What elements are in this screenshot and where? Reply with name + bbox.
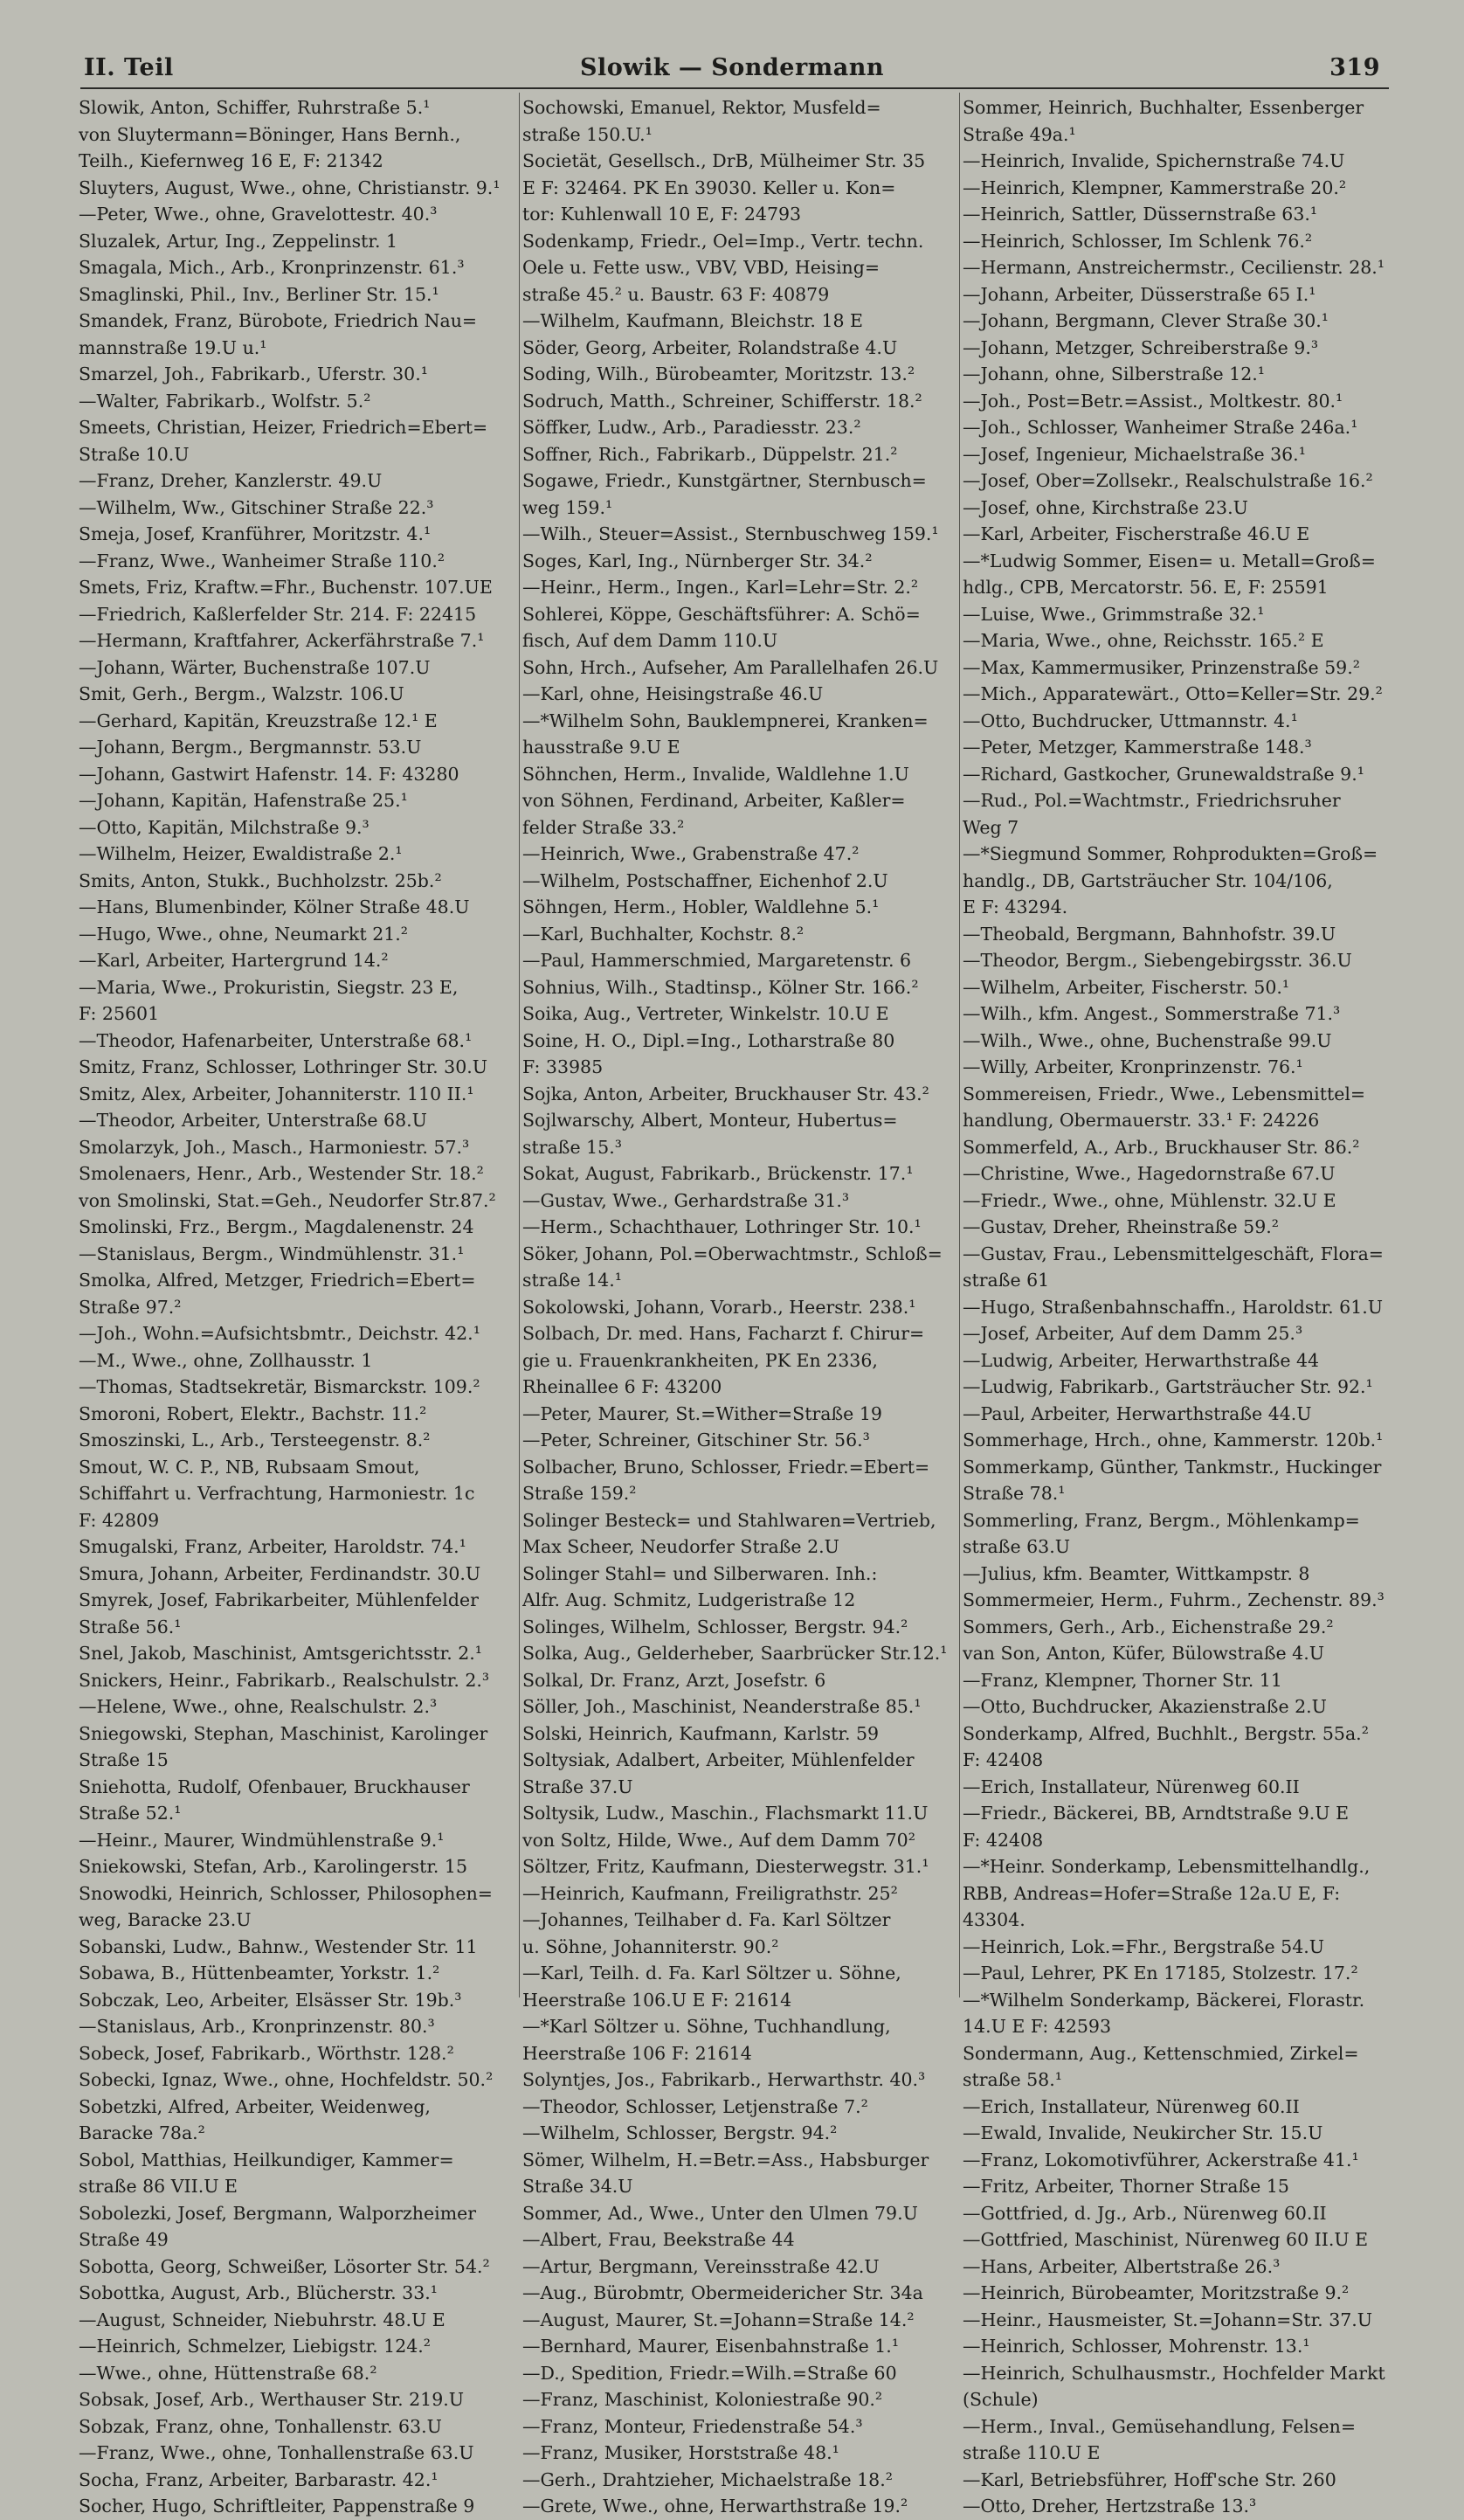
directory-entry-line: —Willy, Arbeiter, Kronprinzenstr. 76.¹ xyxy=(963,1056,1303,1077)
directory-entry-line: Weg 7 xyxy=(963,816,1019,838)
directory-entry-line: Sobczak, Leo, Arbeiter, Elsässer Str. 19b.³ xyxy=(79,1989,462,2011)
column-2 xyxy=(522,94,959,2520)
directory-entry-line: —Johann, Metzger, Schreiberstraße 9.³ xyxy=(963,336,1319,358)
directory-entry-line: —Gustav, Dreher, Rheinstraße 59.² xyxy=(963,1216,1279,1237)
directory-entry-line: Sömer, Wilhelm, H.=Betr.=Ass., Habsburger xyxy=(522,2149,929,2170)
directory-entry-line: —Franz, Wwe., ohne, Tonhallenstraße 63.U xyxy=(79,2442,474,2463)
directory-entry-line: Sommer, Heinrich, Buchhalter, Essenberger xyxy=(963,97,1364,118)
directory-entry-line: Soine, H. O., Dipl.=Ing., Lotharstraße 80 xyxy=(522,1029,895,1051)
directory-entry-line: —Otto, Dreher, Hertzstraße 13.³ xyxy=(963,2496,1257,2517)
directory-entry-line: —Aug., Bürobmtr, Obermeidericher Str. 34a xyxy=(522,2282,923,2303)
directory-entry-line: —Wilh., Wwe., ohne, Buchenstraße 99.U xyxy=(963,1029,1332,1051)
directory-entry-line: —Johann, Wärter, Buchenstraße 107.U xyxy=(79,656,431,678)
directory-entry-line: —Josef, ohne, Kirchstraße 23.U xyxy=(963,496,1248,518)
directory-entry-line: —Franz, Monteur, Friedenstraße 54.³ xyxy=(522,2415,863,2437)
directory-entry-line: —Otto, Kapitän, Milchstraße 9.³ xyxy=(79,816,369,838)
directory-entry-line: —Franz, Lokomotivführer, Ackerstraße 41.¹ xyxy=(963,2149,1359,2170)
header-rule xyxy=(80,87,1389,89)
directory-entry-line: Sobanski, Ludw., Bahnw., Westender Str. 11 xyxy=(79,1935,478,1957)
directory-entry-line: Sommermeier, Herm., Fuhrm., Zechenstr. 89.³ xyxy=(963,1589,1385,1610)
directory-entry-line: Straße 78.¹ xyxy=(963,1483,1066,1504)
directory-entry-line: fisch, Auf dem Damm 110.U xyxy=(522,630,778,651)
directory-entry-line: Sogawe, Friedr., Kunstgärtner, Sternbusch= xyxy=(522,470,927,491)
column-3 xyxy=(963,94,1399,2520)
directory-entry-line: Sniekowski, Stefan, Arb., Karolingerstr. 15 xyxy=(79,1856,467,1877)
directory-entry-line: straße 58.¹ xyxy=(963,2069,1062,2090)
directory-entry-line: —D., Spedition, Friedr.=Wilh.=Straße 60 xyxy=(522,2362,897,2384)
directory-entry-line: straße 14.¹ xyxy=(522,1270,622,1291)
directory-entry-line: Sobolezki, Josef, Bergmann, Walporzheimer xyxy=(79,2202,477,2224)
directory-entry-line: F: 25601 xyxy=(79,1003,160,1024)
directory-entry-line: —Maria, Wwe., ohne, Reichsstr. 165.² E xyxy=(963,630,1324,651)
directory-entry-line: —Karl, Arbeiter, Fischerstraße 46.U E xyxy=(963,523,1310,544)
directory-entry-line: —Theobald, Bergmann, Bahnhofstr. 39.U xyxy=(963,923,1336,945)
directory-entry-line: Straße 34.U xyxy=(522,2176,633,2197)
directory-entry-line: gie u. Frauenkrankheiten, PK En 2336, xyxy=(522,1349,878,1371)
directory-entry-line: —Franz, Maschinist, Koloniestraße 90.² xyxy=(522,2389,883,2410)
directory-entry-line: —Gottfried, Maschinist, Nürenweg 60 II.U E xyxy=(963,2229,1369,2250)
directory-entry-line: straße 61 xyxy=(963,1270,1050,1291)
directory-entry-line: —Gustav, Frau., Lebensmittelgeschäft, Flora= xyxy=(963,1243,1384,1264)
directory-entry-line: —Bernhard, Maurer, Eisenbahnstraße 1.¹ xyxy=(522,2336,900,2357)
directory-entry-line: —Karl, ohne, Heisingstraße 46.U xyxy=(522,683,824,704)
directory-entry-line: Straße 97.² xyxy=(79,1296,182,1318)
directory-entry-line: —Erich, Installateur, Nürenweg 60.II xyxy=(963,2095,1300,2117)
directory-entry-line: Solbacher, Bruno, Schlosser, Friedr.=Ebert= xyxy=(522,1456,930,1478)
directory-entry-line: —Hermann, Kraftfahrer, Ackerfährstraße 7.¹ xyxy=(79,630,485,651)
directory-entry-line: —Mich., Apparatewärt., Otto=Keller=Str. 29.² xyxy=(963,683,1383,704)
directory-entry-line: —Johann, Arbeiter, Düsserstraße 65 I.¹ xyxy=(963,283,1316,305)
directory-entry-line: Sobotta, Georg, Schweißer, Lösorter Str. 54.² xyxy=(79,2255,490,2277)
directory-entry-line: Straße 49 xyxy=(79,2229,169,2250)
directory-entry-line: —Wilhelm, Arbeiter, Fischerstr. 50.¹ xyxy=(963,976,1290,998)
directory-entry-line: Solinger Besteck= und Stahlwaren=Vertrieb, xyxy=(522,1509,936,1531)
directory-entry-line: —Gustav, Wwe., Gerhardstraße 31.³ xyxy=(522,1189,850,1211)
directory-entry-line: Sommerkamp, Günther, Tankmstr., Huckinger xyxy=(963,1456,1382,1478)
directory-entry-line: —Hans, Blumenbinder, Kölner Straße 48.U xyxy=(79,897,470,917)
directory-entry-line: —Wilhelm, Heizer, Ewaldistraße 2.¹ xyxy=(79,843,403,864)
directory-entry-line: —Hugo, Wwe., ohne, Neumarkt 21.² xyxy=(79,923,409,945)
directory-entry-line: Smeja, Josef, Kranführer, Moritzstr. 4.¹ xyxy=(79,523,432,544)
directory-entry-line: —Peter, Schreiner, Gitschiner Str. 56.³ xyxy=(522,1430,870,1450)
directory-entry-line: Straße 15 xyxy=(79,1749,169,1770)
directory-entry-line: —Wilhelm, Postschaffner, Eichenhof 2.U xyxy=(522,869,888,891)
directory-entry-line: —Maria, Wwe., Prokuristin, Siegstr. 23 E, xyxy=(79,976,459,998)
directory-entry-line: Solka, Aug., Gelderheber, Saarbrücker Str.12.¹ xyxy=(522,1643,948,1664)
directory-entry-line: —Heinrich, Sattler, Düssernstraße 63.¹ xyxy=(963,204,1318,225)
directory-entry-line: —Friedr., Wwe., ohne, Mühlenstr. 32.U E xyxy=(963,1189,1336,1211)
directory-entry-line: —Johann, Bergmann, Clever Straße 30.¹ xyxy=(963,310,1329,331)
directory-entry-line: Rheinallee 6 F: 43200 xyxy=(522,1376,722,1397)
directory-entry-line: straße 45.² u. Baustr. 63 F: 40879 xyxy=(522,283,830,305)
directory-entry-line: Sobecki, Ignaz, Wwe., ohne, Hochfeldstr. 50.² xyxy=(79,2069,494,2090)
directory-entry-line: Sojka, Anton, Arbeiter, Bruckhauser Str. 43.² xyxy=(522,1083,929,1104)
directory-entry-line: Societät, Gesellsch., DrB, Mülheimer Str. 35 xyxy=(522,150,926,171)
directory-entry-line: Slowik, Anton, Schiffer, Ruhrstraße 5.¹ xyxy=(79,97,431,118)
directory-entry-line: Sluyters, August, Wwe., ohne, Christianstr. 9.¹ xyxy=(79,177,501,198)
directory-entry-line: straße 86 VII.U E xyxy=(79,2176,238,2197)
directory-entry-line: —Karl, Teilh. d. Fa. Karl Söltzer u. Söhne, xyxy=(522,1963,901,1983)
directory-entry-line: —Karl, Betriebsführer, Hoff'sche Str. 260 xyxy=(963,2468,1336,2490)
directory-entry-line: Max Scheer, Neudorfer Straße 2.U xyxy=(522,1536,839,1557)
directory-entry-line: Smagala, Mich., Arb., Kronprinzenstr. 61.³ xyxy=(79,257,465,278)
directory-entry-line: Soltysiak, Adalbert, Arbeiter, Mühlenfelder xyxy=(522,1749,915,1770)
directory-entry-line: —Franz, Wwe., Wanheimer Straße 110.² xyxy=(79,550,445,571)
directory-entry-line: E F: 32464. PK En 39030. Keller u. Kon= xyxy=(522,177,896,198)
directory-entry-line: Smandek, Franz, Bürobote, Friedrich Nau= xyxy=(79,310,478,331)
directory-entry-line: F: 33985 xyxy=(522,1056,604,1077)
directory-entry-line: Sniehotta, Rudolf, Ofenbauer, Bruckhauser xyxy=(79,1776,470,1797)
directory-entry-line: —Otto, Buchdrucker, Akazienstraße 2.U xyxy=(963,1696,1327,1717)
directory-entry-line: Alfr. Aug. Schmitz, Ludgeristraße 12 xyxy=(522,1589,856,1610)
directory-entry-line: Smolka, Alfred, Metzger, Friedrich=Ebert= xyxy=(79,1270,476,1291)
directory-entry-line: van Son, Anton, Küfer, Bülowstraße 4.U xyxy=(963,1643,1325,1664)
directory-entry-line: Sobzak, Franz, ohne, Tonhallenstr. 63.U xyxy=(79,2415,442,2437)
directory-entry-line: —Helene, Wwe., ohne, Realschulstr. 2.³ xyxy=(79,1696,438,1717)
directory-entry-line: Sluzalek, Artur, Ing., Zeppelinstr. 1 xyxy=(79,230,398,252)
directory-entry-line: —Grete, Wwe., ohne, Herwarthstraße 19.² xyxy=(522,2496,908,2517)
directory-entry-line: Söker, Johann, Pol.=Oberwachtmstr., Schloß= xyxy=(522,1243,943,1264)
directory-entry-line: felder Straße 33.² xyxy=(522,816,685,838)
directory-entry-line: —Erich, Installateur, Nürenweg 60.II xyxy=(963,1776,1300,1797)
directory-entry-line: Smolenaers, Henr., Arb., Westender Str. 18.² xyxy=(79,1163,484,1184)
directory-entry-line: F: 42809 xyxy=(79,1509,160,1531)
directory-entry-line: —Johann, ohne, Silberstraße 12.¹ xyxy=(963,363,1265,384)
directory-entry-line: —Heinr., Hausmeister, St.=Johann=Str. 37.U xyxy=(963,2309,1373,2330)
directory-entry-line: Sojlwarschy, Albert, Monteur, Hubertus= xyxy=(522,1110,898,1131)
directory-entry-line: Söller, Joh., Maschinist, Neanderstraße 85.¹ xyxy=(522,1696,922,1717)
directory-entry-line: F: 42408 xyxy=(963,1749,1044,1770)
directory-entry-line: handlg., DB, Gartsträucher Str. 104/106, xyxy=(963,869,1333,891)
directory-entry-line: Sohn, Hrch., Aufseher, Am Parallelhafen 26.U xyxy=(522,656,939,678)
directory-entry-line: weg, Baracke 23.U xyxy=(79,1909,252,1930)
directory-entry-line: —Karl, Buchhalter, Kochstr. 8.² xyxy=(522,923,805,945)
directory-entry-line: Smoroni, Robert, Elektr., Bachstr. 11.² xyxy=(79,1402,427,1424)
directory-entry-line: Sobsak, Josef, Arb., Werthauser Str. 219.U xyxy=(79,2389,465,2410)
directory-entry-line: —Joh., Wohn.=Aufsichtsbmtr., Deichstr. 42.¹ xyxy=(79,1323,480,1344)
directory-entry-line: Smoszinski, L., Arb., Tersteegenstr. 8.² xyxy=(79,1430,431,1450)
directory-entry-line: Sondermann, Aug., Kettenschmied, Zirkel= xyxy=(963,2042,1359,2064)
directory-entry-line: —Wilhelm, Schlosser, Bergstr. 94.² xyxy=(522,2122,838,2143)
directory-entry-line: —Johannes, Teilhaber d. Fa. Karl Söltzer xyxy=(522,1909,891,1930)
directory-entry-line: Söhngen, Herm., Hobler, Waldlehne 5.¹ xyxy=(522,897,880,917)
directory-entry-line: Smout, W. C. P., NB, Rubsaam Smout, xyxy=(79,1456,420,1478)
directory-entry-line: Smit, Gerh., Bergm., Walzstr. 106.U xyxy=(79,683,404,704)
directory-entry-line: RBB, Andreas=Hofer=Straße 12a.U E, F: xyxy=(963,1882,1341,1904)
directory-entry-line: —Theodor, Arbeiter, Unterstraße 68.U xyxy=(79,1110,427,1131)
directory-entry-line: —Richard, Gastkocher, Grunewaldstraße 9.¹ xyxy=(963,763,1364,785)
directory-entry-line: —Joh., Schlosser, Wanheimer Straße 246a.¹ xyxy=(963,417,1358,438)
directory-entry-line: —Hermann, Anstreichermstr., Cecilienstr. 28.¹ xyxy=(963,257,1385,278)
directory-entry-line: —Peter, Wwe., ohne, Gravelottestr. 40.³ xyxy=(79,204,438,225)
directory-entry-line: —Paul, Arbeiter, Herwarthstraße 44.U xyxy=(963,1402,1312,1424)
directory-entry-line: Smitz, Franz, Schlosser, Lothringer Str. 30.U xyxy=(79,1056,488,1077)
directory-entry-line: Smugalski, Franz, Arbeiter, Haroldstr. 74.¹ xyxy=(79,1536,466,1557)
directory-entry-line: Straße 37.U xyxy=(522,1776,633,1797)
directory-entry-line: —*Wilhelm Sohn, Bauklempnerei, Kranken= xyxy=(522,710,929,731)
directory-entry-line: —Friedr., Bäckerei, BB, Arndtstraße 9.U E xyxy=(963,1803,1350,1824)
directory-entry-line: Smyrek, Josef, Fabrikarbeiter, Mühlenfelder xyxy=(79,1589,479,1610)
page-number: 319 xyxy=(1329,54,1380,81)
directory-entry-line: Sokat, August, Fabrikarb., Brückenstr. 17.¹ xyxy=(522,1163,914,1184)
directory-entry-line: Soika, Aug., Vertreter, Winkelstr. 10.U E xyxy=(522,1003,889,1024)
directory-entry-line: —Heinrich, Schulhausmstr., Hochfelder Markt xyxy=(963,2362,1385,2384)
directory-entry-line: —Herm., Inval., Gemüsehandlung, Felsen= xyxy=(963,2415,1356,2437)
directory-entry-line: —Fritz, Arbeiter, Thorner Straße 15 xyxy=(963,2176,1289,2197)
directory-entry-line: weg 159.¹ xyxy=(522,496,613,518)
directory-entry-line: Sommerling, Franz, Bergm., Möhlenkamp= xyxy=(963,1509,1360,1531)
directory-entry-line: —*Wilhelm Sonderkamp, Bäckerei, Florastr. xyxy=(963,1989,1365,2011)
directory-entry-line: —Theodor, Hafenarbeiter, Unterstraße 68.¹ xyxy=(79,1029,473,1051)
directory-entry-line: Teilh., Kiefernweg 16 E, F: 21342 xyxy=(79,150,383,171)
part-label: II. Teil xyxy=(84,54,174,81)
directory-entry-line: Soges, Karl, Ing., Nürnberger Str. 34.² xyxy=(522,550,873,571)
directory-entry-line: —Heinr., Maurer, Windmühlenstraße 9.¹ xyxy=(79,1829,445,1851)
directory-entry-line: Sonderkamp, Alfred, Buchhlt., Bergstr. 55a.² xyxy=(963,1722,1369,1744)
directory-entry-line: Sochowski, Emanuel, Rektor, Musfeld= xyxy=(522,97,881,118)
directory-entry-line: u. Söhne, Johanniterstr. 90.² xyxy=(522,1935,779,1957)
directory-entry-line: —Ludwig, Arbeiter, Herwarthstraße 44 xyxy=(963,1349,1320,1371)
directory-entry-line: —Wilh., Steuer=Assist., Sternbuschweg 159.¹ xyxy=(522,523,939,544)
directory-entry-line: Socha, Franz, Arbeiter, Barbarastr. 42.¹ xyxy=(79,2468,439,2490)
directory-entry-line: —Friedrich, Kaßlerfelder Str. 214. F: 22415 xyxy=(79,603,477,625)
directory-entry-line: Söder, Georg, Arbeiter, Rolandstraße 4.U xyxy=(522,336,898,358)
directory-entry-line: —Johann, Gastwirt Hafenstr. 14. F: 43280 xyxy=(79,763,459,785)
directory-entry-line: von Sluytermann=Böninger, Hans Bernh., xyxy=(79,123,461,145)
directory-entry-line: Sommerfeld, A., Arb., Bruckhauser Str. 86.² xyxy=(963,1136,1360,1158)
directory-entry-line: Sommereisen, Friedr., Wwe., Lebensmittel= xyxy=(963,1083,1366,1104)
directory-entry-line: —August, Maurer, St.=Johann=Straße 14.² xyxy=(522,2309,915,2330)
directory-entry-line: —Hans, Arbeiter, Albertstraße 26.³ xyxy=(963,2255,1281,2277)
directory-entry-line: Sobetzki, Alfred, Arbeiter, Weidenweg, xyxy=(79,2095,431,2117)
directory-entry-line: Straße 56.¹ xyxy=(79,1616,182,1637)
directory-entry-line: Smolarzyk, Joh., Masch., Harmoniestr. 57.³ xyxy=(79,1136,470,1158)
directory-entry-line: Sohnius, Wilh., Stadtinsp., Kölner Str. 166.² xyxy=(522,976,919,998)
column-divider xyxy=(959,93,960,1997)
directory-entry-line: —Josef, Ober=Zollsekr., Realschulstraße 16.² xyxy=(963,470,1373,491)
directory-entry-line: 14.U E F: 42593 xyxy=(963,2016,1112,2037)
directory-entry-line: Sohlerei, Köppe, Geschäftsführer: A. Schö= xyxy=(522,603,921,625)
directory-entry-line: —Theodor, Schlosser, Letjenstraße 7.² xyxy=(522,2095,868,2117)
directory-entry-line: straße 150.U.¹ xyxy=(522,123,653,145)
directory-entry-line: Solbach, Dr. med. Hans, Facharzt f. Chirur= xyxy=(522,1323,925,1344)
directory-entry-line: —Peter, Maurer, St.=Wither=Straße 19 xyxy=(522,1402,882,1424)
column-1 xyxy=(79,94,515,2520)
directory-entry-line: Sommers, Gerh., Arb., Eichenstraße 29.² xyxy=(963,1616,1334,1637)
directory-entry-line: handlung, Obermauerstr. 33.¹ F: 24226 xyxy=(963,1110,1320,1131)
directory-entry-line: —*Siegmund Sommer, Rohprodukten=Groß= xyxy=(963,843,1378,864)
directory-entry-line: Söhnchen, Herm., Invalide, Waldlehne 1.U xyxy=(522,763,909,785)
directory-entry-line: Soltysik, Ludw., Maschin., Flachsmarkt 11.U xyxy=(522,1803,929,1824)
directory-entry-line: —Hugo, Straßenbahnschaffn., Haroldstr. 61.U xyxy=(963,1296,1384,1318)
directory-entry-line: —Albert, Frau, Beekstraße 44 xyxy=(522,2229,795,2250)
directory-entry-line: —Rud., Pol.=Wachtmstr., Friedrichsruher xyxy=(963,790,1341,811)
directory-entry-line: —Ewald, Invalide, Neukircher Str. 15.U xyxy=(963,2122,1323,2143)
directory-entry-line: Heerstraße 106 F: 21614 xyxy=(522,2042,752,2064)
directory-entry-line: Sobol, Matthias, Heilkundiger, Kammer= xyxy=(79,2149,454,2170)
directory-entry-line: —Wilhelm, Ww., Gitschiner Straße 22.³ xyxy=(79,496,434,518)
directory-entry-line: Soding, Wilh., Bürobeamter, Moritzstr. 13.² xyxy=(522,363,915,384)
directory-entry-line: von Soltz, Hilde, Wwe., Auf dem Damm 70² xyxy=(522,1829,915,1851)
directory-entry-line: E F: 43294. xyxy=(963,897,1068,917)
directory-entry-line: —Peter, Metzger, Kammerstraße 148.³ xyxy=(963,737,1312,758)
directory-entry-line: Smeets, Christian, Heizer, Friedrich=Ebert= xyxy=(79,417,488,438)
directory-entry-line: —Johann, Kapitän, Hafenstraße 25.¹ xyxy=(79,790,408,811)
directory-entry-line: 43304. xyxy=(963,1909,1025,1930)
directory-entry-line: hausstraße 9.U E xyxy=(522,737,680,758)
directory-entry-line: —Heinrich, Schmelzer, Liebigstr. 124.² xyxy=(79,2336,432,2357)
directory-entry-line: Sniegowski, Stephan, Maschinist, Karolinger xyxy=(79,1722,488,1744)
directory-entry-line: Sodenkamp, Friedr., Oel=Imp., Vertr. techn. xyxy=(522,230,924,252)
directory-entry-line: —*Heinr. Sonderkamp, Lebensmittelhandlg., xyxy=(963,1856,1371,1877)
directory-entry-line: —Franz, Dreher, Kanzlerstr. 49.U xyxy=(79,470,383,491)
directory-entry-line: —Christine, Wwe., Hagedornstraße 67.U xyxy=(963,1163,1336,1184)
directory-entry-line: —Heinrich, Invalide, Spichernstraße 74.U xyxy=(963,150,1345,171)
directory-entry-line: —Ludwig, Fabrikarb., Gartsträucher Str. 92.¹ xyxy=(963,1376,1373,1397)
directory-entry-line: F: 42408 xyxy=(963,1829,1044,1851)
directory-entry-line: —Thomas, Stadtsekretär, Bismarckstr. 109.² xyxy=(79,1376,480,1397)
directory-entry-line: —Artur, Bergmann, Vereinsstraße 42.U xyxy=(522,2255,880,2277)
directory-entry-line: —Wwe., ohne, Hüttenstraße 68.² xyxy=(79,2362,377,2384)
directory-entry-line: —Heinr., Herm., Ingen., Karl=Lehr=Str. 2.² xyxy=(522,577,919,598)
directory-entry-line: —M., Wwe., ohne, Zollhausstr. 1 xyxy=(79,1349,373,1371)
directory-entry-line: —Stanislaus, Arb., Kronprinzenstr. 80.³ xyxy=(79,2016,435,2037)
directory-entry-line: —Walter, Fabrikarb., Wolfstr. 5.² xyxy=(79,390,371,412)
directory-entry-line: Söltzer, Fritz, Kaufmann, Diesterwegstr. 31.¹ xyxy=(522,1856,929,1877)
directory-entry-line: —August, Schneider, Niebuhrstr. 48.U E xyxy=(79,2309,445,2330)
directory-entry-line: Sokolowski, Johann, Vorarb., Heerstr. 238.¹ xyxy=(522,1296,916,1318)
directory-entry-line: Smets, Friz, Kraftw.=Fhr., Buchenstr. 107.UE xyxy=(79,577,493,598)
directory-entry-line: Solyntjes, Jos., Fabrikarb., Herwarthstr. 40.³ xyxy=(522,2069,926,2090)
directory-entry-line: —Franz, Klempner, Thorner Str. 11 xyxy=(963,1669,1282,1691)
directory-entry-line: Straße 52.¹ xyxy=(79,1803,182,1824)
directory-entry-line: —Heinrich, Wwe., Grabenstraße 47.² xyxy=(522,843,860,864)
directory-entry-line: —Joh., Post=Betr.=Assist., Moltkestr. 80.¹ xyxy=(963,390,1343,412)
directory-entry-line: Snowodki, Heinrich, Schlosser, Philosophen= xyxy=(79,1882,493,1904)
directory-entry-line: Sobawa, B., Hüttenbeamter, Yorkstr. 1.² xyxy=(79,1963,440,1983)
directory-entry-line: —Karl, Arbeiter, Hartergrund 14.² xyxy=(79,950,389,971)
directory-entry-line: Smura, Johann, Arbeiter, Ferdinandstr. 30.U xyxy=(79,1562,481,1584)
directory-entry-line: mannstraße 19.U u.¹ xyxy=(79,336,267,358)
directory-entry-line: —Paul, Hammerschmied, Margaretenstr. 6 xyxy=(522,950,912,971)
directory-entry-line: Smits, Anton, Stukk., Buchholzstr. 25b.² xyxy=(79,869,442,891)
directory-entry-line: tor: Kuhlenwall 10 E, F: 24793 xyxy=(522,204,802,225)
directory-entry-line: —Heinrich, Schlosser, Mohrenstr. 13.¹ xyxy=(963,2336,1310,2357)
directory-entry-line: straße 110.U E xyxy=(963,2442,1101,2463)
directory-entry-line: Straße 159.² xyxy=(522,1483,637,1504)
directory-entry-line: —Max, Kammermusiker, Prinzenstraße 59.² xyxy=(963,656,1360,678)
directory-entry-line: Solinges, Wilhelm, Schlosser, Bergstr. 94.² xyxy=(522,1616,908,1637)
directory-entry-line: —*Karl Söltzer u. Söhne, Tuchhandlung, xyxy=(522,2016,891,2037)
directory-entry-line: —Josef, Arbeiter, Auf dem Damm 25.³ xyxy=(963,1323,1303,1344)
directory-entry-line: —Johann, Bergm., Bergmannstr. 53.U xyxy=(79,737,422,758)
directory-entry-line: —Julius, kfm. Beamter, Wittkampstr. 8 xyxy=(963,1562,1310,1584)
directory-entry-line: straße 15.³ xyxy=(522,1136,622,1158)
column-divider xyxy=(519,93,520,1997)
directory-entry-line: Sobottka, August, Arb., Blücherstr. 33.¹ xyxy=(79,2282,439,2303)
directory-entry-line: (Schule) xyxy=(963,2389,1039,2410)
directory-entry-line: Sobeck, Josef, Fabrikarb., Wörthstr. 128.² xyxy=(79,2042,454,2064)
directory-entry-line: Straße 10.U xyxy=(79,443,190,465)
directory-entry-line: Baracke 78a.² xyxy=(79,2122,205,2143)
directory-entry-line: —Josef, Ingenieur, Michaelstraße 36.¹ xyxy=(963,443,1306,465)
directory-entry-line: —Paul, Lehrer, PK En 17185, Stolzestr. 17.² xyxy=(963,1963,1358,1983)
directory-entry-line: straße 63.U xyxy=(963,1536,1070,1557)
directory-entry-line: —Gottfried, d. Jg., Arb., Nürenweg 60.II xyxy=(963,2202,1327,2224)
directory-entry-line: —Heinrich, Kaufmann, Freiligrathstr. 25² xyxy=(522,1882,898,1904)
directory-entry-line: Solski, Heinrich, Kaufmann, Karlstr. 59 xyxy=(522,1722,880,1744)
directory-entry-line: Heerstraße 106.U E F: 21614 xyxy=(522,1989,792,2011)
directory-entry-line: —Wilh., kfm. Angest., Sommerstraße 71.³ xyxy=(963,1003,1341,1024)
directory-entry-line: —Heinrich, Schlosser, Im Schlenk 76.² xyxy=(963,230,1313,252)
directory-entry-line: Sommerhage, Hrch., ohne, Kammerstr. 120b.¹ xyxy=(963,1430,1384,1450)
directory-entry-line: Solinger Stahl= und Silberwaren. Inh.: xyxy=(522,1562,878,1584)
directory-entry-line: Sommer, Ad., Wwe., Unter den Ulmen 79.U xyxy=(522,2202,918,2224)
directory-entry-line: —*Ludwig Sommer, Eisen= u. Metall=Groß= xyxy=(963,550,1376,571)
directory-entry-line: —Herm., Schachthauer, Lothringer Str. 10.¹ xyxy=(522,1216,922,1237)
directory-entry-line: Söffker, Ludw., Arb., Paradiesstr. 23.² xyxy=(522,417,861,438)
directory-entry-line: —Wilhelm, Kaufmann, Bleichstr. 18 E xyxy=(522,310,864,331)
directory-entry-line: —Franz, Musiker, Horststraße 48.¹ xyxy=(522,2442,839,2463)
directory-entry-line: —Gerhard, Kapitän, Kreuzstraße 12.¹ E xyxy=(79,710,438,731)
directory-entry-line: —Heinrich, Lok.=Fhr., Bergstraße 54.U xyxy=(963,1935,1325,1957)
directory-entry-line: hdlg., CPB, Mercatorstr. 56. E, F: 25591 xyxy=(963,577,1329,598)
directory-entry-line: Smaglinski, Phil., Inv., Berliner Str. 15.¹ xyxy=(79,283,439,305)
directory-entry-line: Soffner, Rich., Fabrikarb., Düppelstr. 21.² xyxy=(522,443,898,465)
directory-entry-line: Straße 49a.¹ xyxy=(963,123,1076,145)
directory-entry-line: Socher, Hugo, Schriftleiter, Pappenstraße 9 xyxy=(79,2496,475,2517)
directory-entry-line: —Luise, Wwe., Grimmstraße 32.¹ xyxy=(963,603,1265,625)
directory-entry-line: Solkal, Dr. Franz, Arzt, Josefstr. 6 xyxy=(522,1669,826,1691)
directory-entry-line: von Söhnen, Ferdinand, Arbeiter, Kaßler= xyxy=(522,790,906,811)
directory-entry-line: —Theodor, Bergm., Siebengebirgsstr. 36.U xyxy=(963,950,1352,971)
page-range-title: Slowik — Sondermann xyxy=(579,54,884,81)
directory-entry-line: Smarzel, Joh., Fabrikarb., Uferstr. 30.¹ xyxy=(79,363,428,384)
directory-entry-line: Smitz, Alex, Arbeiter, Johanniterstr. 110 II.¹ xyxy=(79,1083,474,1104)
directory-entry-line: Sodruch, Matth., Schreiner, Schifferstr. 18.² xyxy=(522,390,922,412)
directory-entry-line: Snickers, Heinr., Fabrikarb., Realschulstr. 2.³ xyxy=(79,1669,490,1691)
directory-entry-line: von Smolinski, Stat.=Geh., Neudorfer Str.87.² xyxy=(79,1189,496,1211)
directory-entry-line: —Heinrich, Bürobeamter, Moritzstraße 9.² xyxy=(963,2282,1350,2303)
directory-entry-line: Oele u. Fette usw., VBV, VBD, Heising= xyxy=(522,257,880,278)
directory-entry-line: —Otto, Buchdrucker, Uttmannstr. 4.¹ xyxy=(963,710,1298,731)
directory-entry-line: Smolinski, Frz., Bergm., Magdalenenstr. 24 xyxy=(79,1216,474,1237)
directory-entry-line: Snel, Jakob, Maschinist, Amtsgerichtsstr. 2.¹ xyxy=(79,1643,483,1664)
directory-entry-line: —Heinrich, Klempner, Kammerstraße 20.² xyxy=(963,177,1347,198)
directory-entry-line: Schiffahrt u. Verfrachtung, Harmoniestr. 1c xyxy=(79,1483,475,1504)
directory-entry-line: —Gerh., Drahtzieher, Michaelstraße 18.² xyxy=(522,2468,893,2490)
directory-entry-line: —Stanislaus, Bergm., Windmühlenstr. 31.¹ xyxy=(79,1243,465,1264)
